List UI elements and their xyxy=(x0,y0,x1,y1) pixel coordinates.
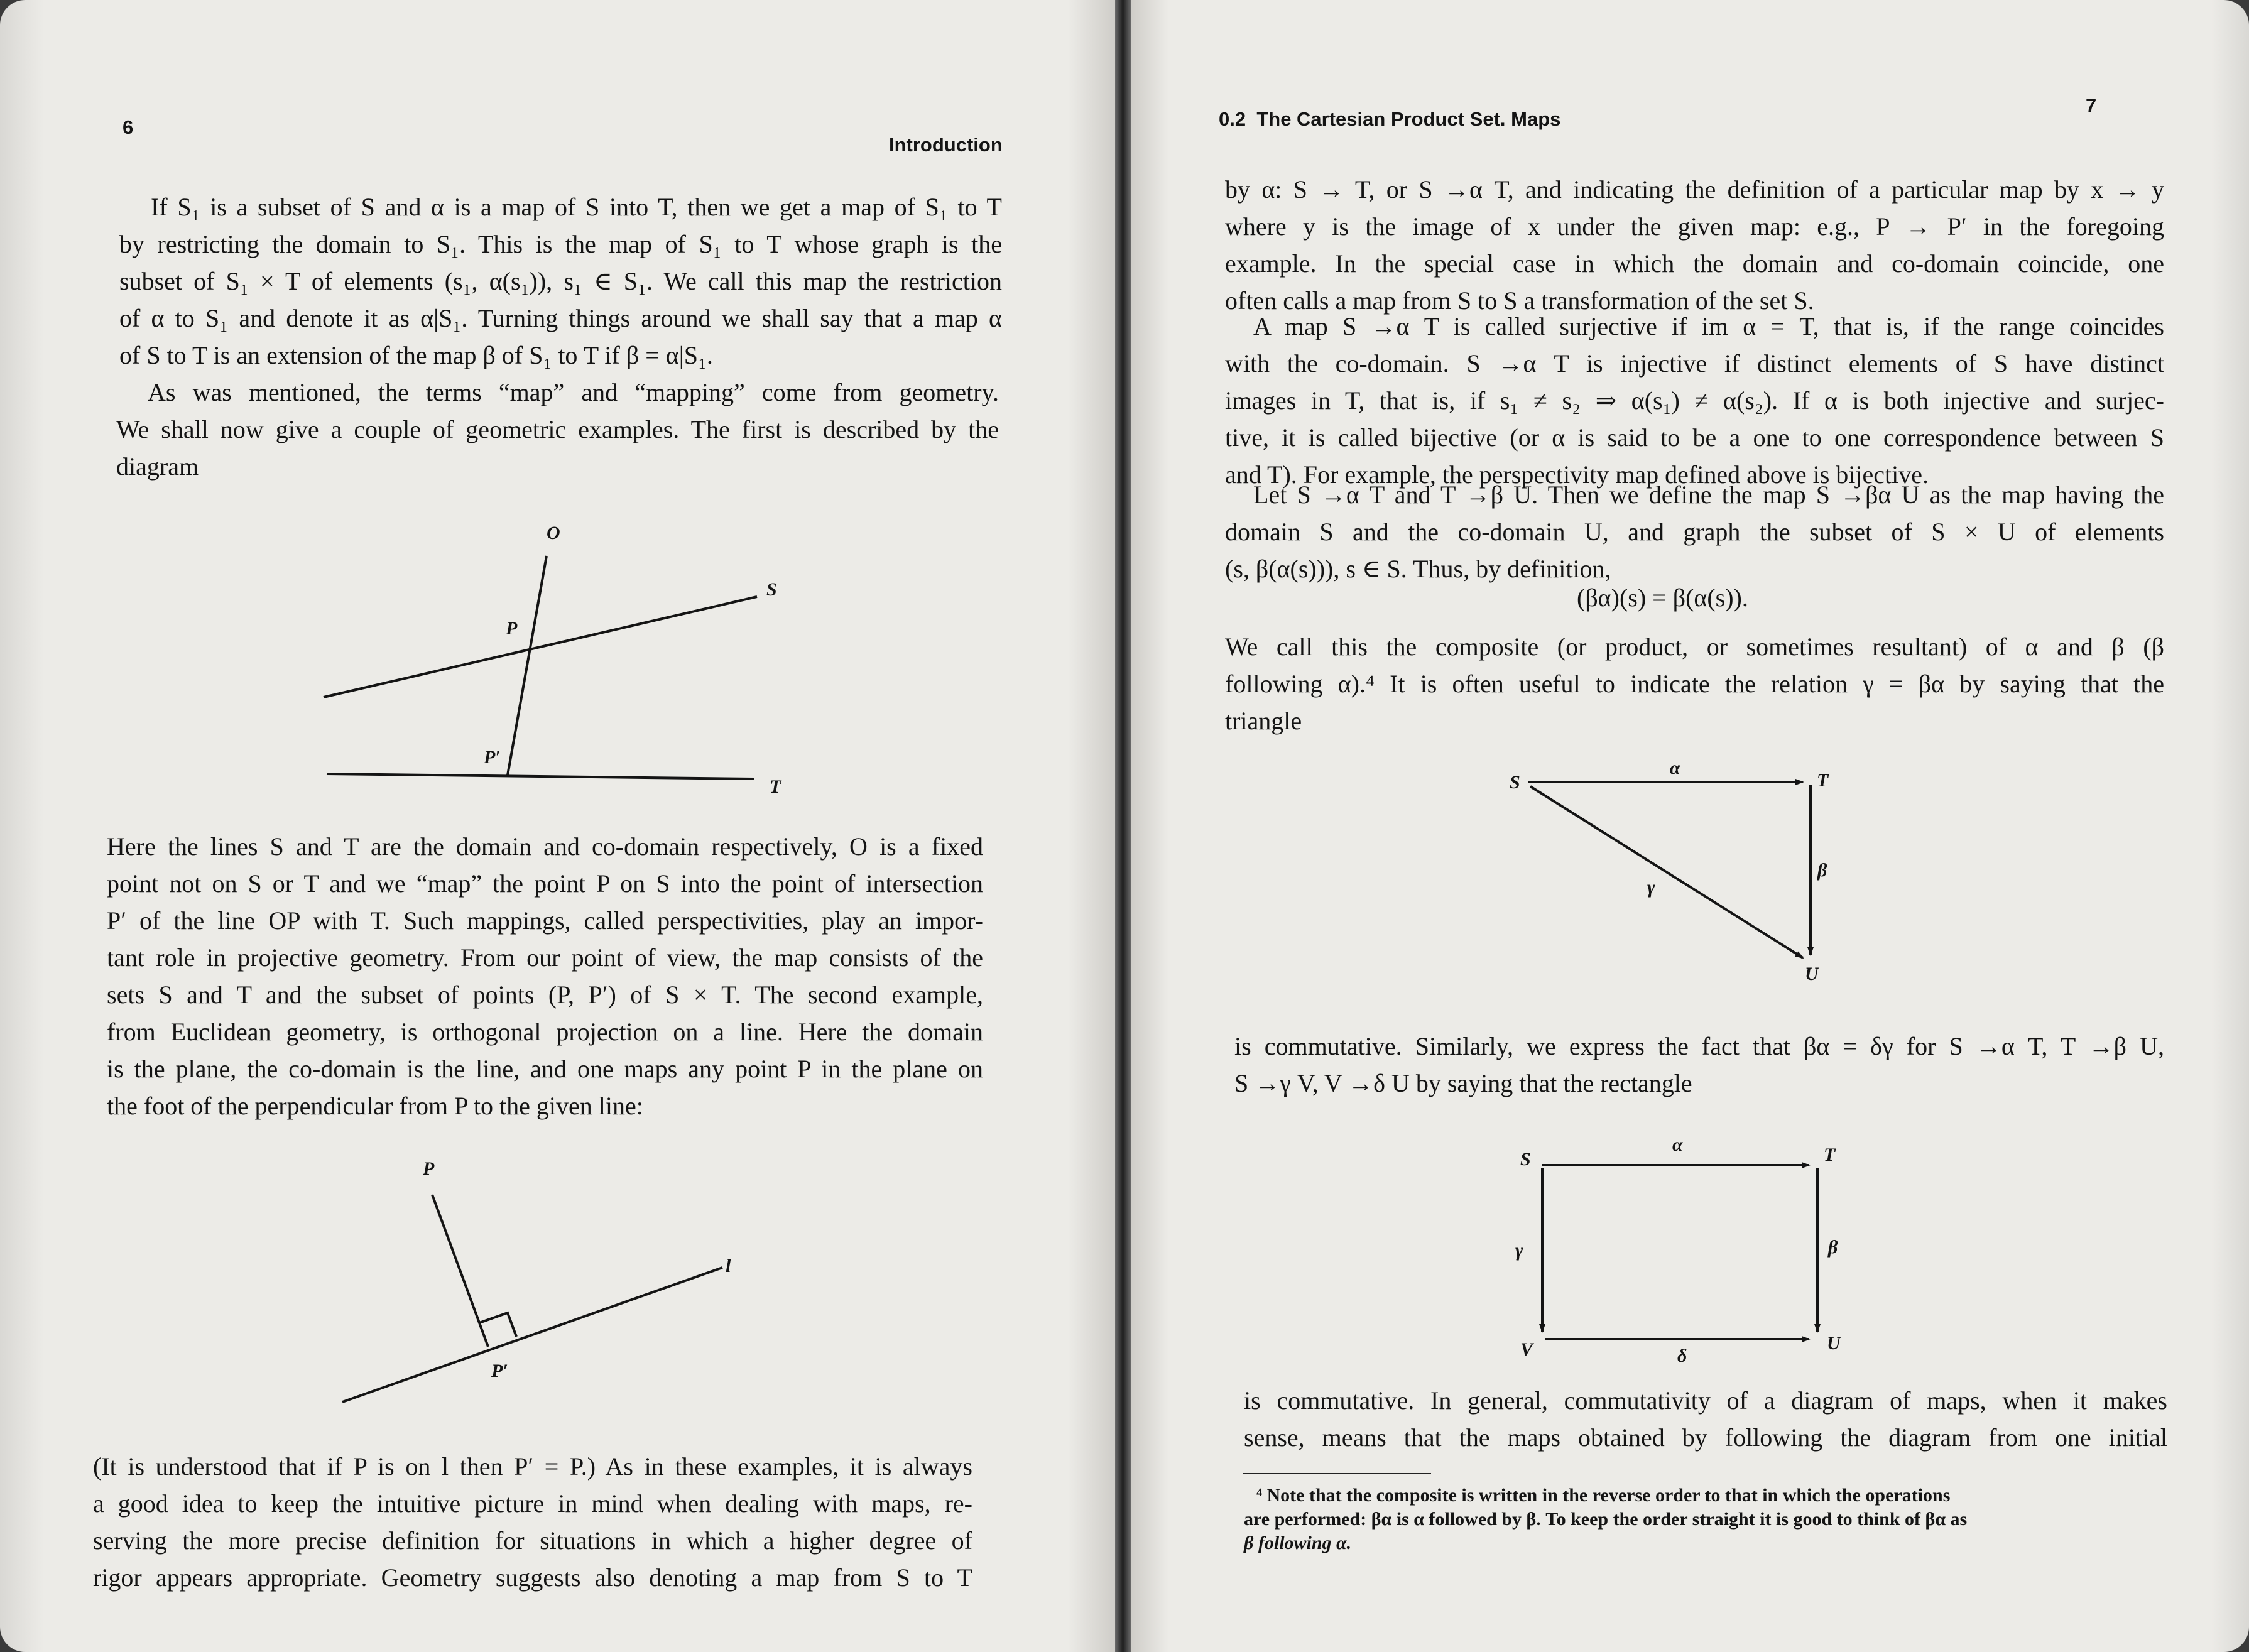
text-line: We call this the composite (or product, or sometimes resultant) of α and β (β xyxy=(1225,633,2164,661)
text-line: a good idea to keep the intuitive picture in mind when dealing with maps, re- xyxy=(93,1489,972,1518)
page-number-right: 7 xyxy=(2086,94,2097,116)
label-alpha: α xyxy=(1672,1134,1683,1155)
right-angle-mark xyxy=(479,1313,516,1337)
running-head-left: Introduction xyxy=(889,134,1003,156)
text-line: is commutative. In general, commutativity of a diagram of maps, when it makes xyxy=(1244,1386,2167,1415)
right-paragraph-6 xyxy=(1244,1382,2167,1456)
label-alpha: α xyxy=(1670,758,1680,778)
running-head-right: 0.2 The Cartesian Product Set. Maps xyxy=(1219,108,1561,130)
text-line: with the co-domain. S →α T is injective if distinct elements of S have distinct xyxy=(1225,349,2164,378)
text-line: (It is understood that if P is on l then P′ = P.) As in these examples, it is always xyxy=(93,1452,972,1481)
text-line: (s, β(α(s))), s ∈ S. Thus, by definition, xyxy=(1225,555,1611,583)
page-number-left: 6 xyxy=(123,116,134,138)
text-line: is commutative. Similarly, we express the fact that βα = δγ for S →α T, T →β U, xyxy=(1234,1032,2164,1060)
orthogonal-projection-diagram xyxy=(0,0,1115,1652)
label-beta: β xyxy=(1817,860,1827,881)
text-line: We shall now give a couple of geometric examples. The first is described by the xyxy=(116,415,999,443)
footnote xyxy=(1244,1484,2167,1555)
text-line: by restricting the domain to S₁. This is the map of S₁ to T whose graph is the xyxy=(119,230,1002,258)
footnote-rule xyxy=(1243,1473,1431,1474)
left-paragraph-4 xyxy=(93,1448,972,1596)
text-line: rigor appears appropriate. Geometry suggests also denoting a map from S to T xyxy=(93,1563,972,1592)
label-p: P xyxy=(423,1158,435,1179)
label-o: O xyxy=(547,523,560,543)
label-l: l xyxy=(726,1256,731,1276)
text-line: triangle xyxy=(1225,707,1302,735)
right-page xyxy=(1131,0,2249,1652)
text-line: following α).⁴ It is often useful to indicate the relation γ = βα by saying that the xyxy=(1225,670,2164,698)
text-line: serving the more precise definition for situations in which a higher degree of xyxy=(93,1526,972,1555)
node-u: U xyxy=(1827,1333,1841,1354)
label-p-prime: P′ xyxy=(491,1361,508,1381)
text-line: A map S →α T is called surjective if im α = T, that is, if the range coincides xyxy=(1253,312,2164,340)
text-line: example. In the special case in which the domain and co-domain coincide, one xyxy=(1225,249,2164,278)
text-line: sets S and T and the subset of points (P, P′) of S × T. The second example, xyxy=(107,981,983,1009)
text-line: Let S →α T and T →β U. Then we define the map S →βα U as the map having the xyxy=(1253,481,2164,509)
label-s: S xyxy=(766,579,777,600)
text-line: and T). For example, the perspectivity map defined above is bijective. xyxy=(1225,460,1929,489)
node-t: T xyxy=(1824,1144,1836,1165)
text-line: the foot of the perpendicular from P to the given line: xyxy=(107,1092,643,1120)
text-line: images in T, that is, if s₁ ≠ s₂ ⇒ α(s₁) ≠ α(s₂). If α is both injective and surjec- xyxy=(1225,386,2164,415)
text-line: from Euclidean geometry, is orthogonal projection on a line. Here the domain xyxy=(107,1018,983,1046)
label-gamma: γ xyxy=(1647,877,1655,898)
text-line: As was mentioned, the terms “map” and “mapping” come from geometry. xyxy=(148,378,999,406)
text-line: Here the lines S and T are the domain and co-domain respectively, O is a fixed xyxy=(107,832,983,861)
text-line: is the plane, the co-domain is the line, and one maps any point P in the plane on xyxy=(107,1055,983,1083)
text-line: S →γ V, V →δ U by saying that the rectangle xyxy=(1234,1069,1692,1097)
text-line: often calls a map from S to S a transformation of the set S. xyxy=(1225,286,1814,315)
label-beta: β xyxy=(1828,1237,1838,1258)
label-t: T xyxy=(770,776,781,797)
text-line: P′ of the line OP with T. Such mappings, called perspectivities, play an impor- xyxy=(107,906,983,935)
text-line: domain S and the co-domain U, and graph the subset of S × U of elements xyxy=(1225,518,2164,546)
text-line: are performed: βα is α followed by β. To keep the order straight it is good to think of βα as xyxy=(1244,1509,1968,1530)
line-l xyxy=(342,1268,722,1402)
text-line: β following α. xyxy=(1244,1533,1352,1553)
node-s: S xyxy=(1510,772,1520,793)
text-line: If S₁ is a subset of S and α is a map of S into T, then we get a map of S₁ to T xyxy=(151,193,1002,221)
node-v: V xyxy=(1520,1339,1533,1360)
text-line: where y is the image of x under the given map: e.g., P → P′ in the foregoing xyxy=(1225,212,2164,241)
text-line: by α: S → T, or S →α T, and indicating the definition of a particular map by x → y xyxy=(1225,175,2164,204)
label-p: P xyxy=(506,618,518,639)
label-delta: δ xyxy=(1677,1345,1687,1366)
text-line: ⁴ Note that the composite is written in the reverse order to that in which the operations xyxy=(1256,1485,1951,1506)
book-gutter xyxy=(1115,0,1131,1652)
label-p-prime: P′ xyxy=(484,747,501,768)
text-line: of S to T is an extension of the map β of S₁ to T if β = α|S₁. xyxy=(119,341,713,369)
left-page xyxy=(0,0,1115,1652)
text-line: of α to S₁ and denote it as α|S₁. Turning things around we shall say that a map α xyxy=(119,304,1002,332)
text-line: tant role in projective geometry. From our point of view, the map consists of the xyxy=(107,943,983,972)
composite-equation: (βα)(s) = β(α(s)). xyxy=(1577,584,1748,612)
node-t: T xyxy=(1817,770,1829,791)
node-u: U xyxy=(1805,964,1819,984)
text-line: diagram xyxy=(116,452,199,481)
text-line: tive, it is called bijective (or α is said to be a one to one correspondence between S xyxy=(1225,423,2164,452)
node-s: S xyxy=(1520,1149,1531,1170)
text-line: point not on S or T and we “map” the point P on S into the point of intersection xyxy=(107,869,983,898)
text-line: sense, means that the maps obtained by following the diagram from one initial xyxy=(1244,1423,2167,1452)
text-line: subset of S₁ × T of elements (s₁, α(s₁)), s₁ ∈ S₁. We call this map the restriction xyxy=(119,267,1002,295)
label-gamma: γ xyxy=(1515,1240,1523,1261)
